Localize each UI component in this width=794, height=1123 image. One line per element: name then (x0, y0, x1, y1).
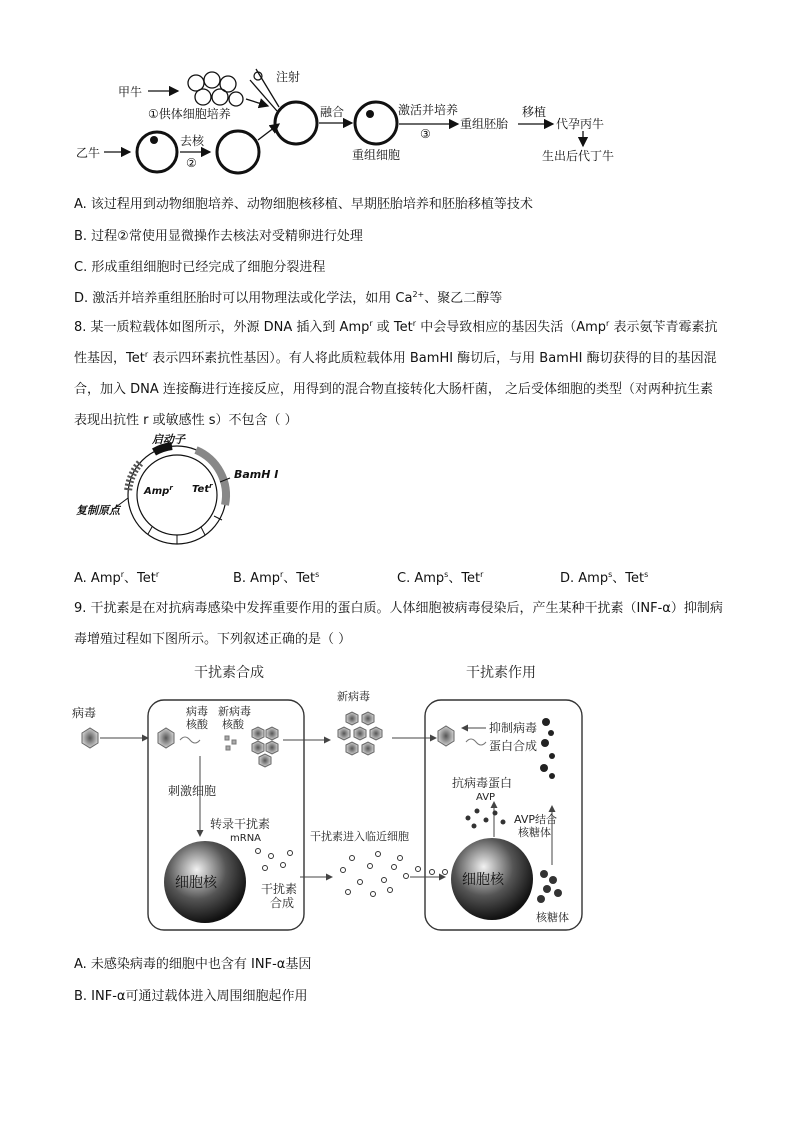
yi-zhi-label: 移植 (522, 105, 547, 119)
nucleus-right-label: 细胞核 (462, 872, 504, 888)
step1-label: ①供体细胞培养 (148, 107, 231, 121)
ori-label: 复制原点 (76, 504, 120, 517)
ifn-enter-label: 干扰素进入临近细胞 (310, 830, 409, 843)
q8-option-b: B. Amp$^r$、Tet$^s$ (233, 570, 320, 586)
ribosome-label: 核糖体 (536, 911, 569, 924)
q9-option-a: A. 未感染病毒的细胞中也含有 INF-α基因 (74, 957, 312, 972)
transcribe-label-1: 转录干扰素 (210, 817, 271, 831)
ji-huo-label: 激活并培养 (398, 103, 459, 117)
rong-he-label: 融合 (320, 105, 345, 119)
chong-zu-xi-bao-label: 重组细胞 (352, 148, 401, 162)
step2-label: ② (186, 156, 197, 170)
new-virus-na-label-1: 新病毒 (218, 705, 251, 718)
yi-niu-label: 乙牛 (76, 146, 101, 160)
ifn-synth-label-2: 合成 (270, 896, 295, 910)
bamhi-label: BamH I (234, 468, 279, 481)
hou-dai-label: 生出后代丁牛 (542, 149, 615, 163)
stimulate-label: 刺激细胞 (168, 784, 217, 798)
tet-gene-label: Tet$^r$ (192, 482, 213, 495)
q7-option-a: A. 该过程用到动物细胞培养、动物细胞核移植、早期胚胎培养和胚胎移植等技术 (74, 197, 533, 212)
q7-option-c: C. 形成重组细胞时已经完成了细胞分裂进程 (74, 260, 326, 275)
virus-na-label-2: 核酸 (186, 718, 208, 731)
qu-he-label: 去核 (180, 134, 205, 148)
title-left: 干扰素合成 (194, 665, 264, 681)
interferon-diagram (0, 660, 794, 940)
inhibit-label-2: 蛋白合成 (489, 739, 538, 753)
q8-option-d: D. Amp$^s$、Tet$^s$ (560, 570, 649, 586)
virus-label: 病毒 (72, 706, 97, 720)
cloning-flow-diagram (0, 0, 794, 190)
q8-option-a: A. Amp$^r$、Tet$^r$ (74, 570, 160, 586)
new-virus-label: 新病毒 (337, 690, 370, 703)
q8-option-c: C. Amp$^s$、Tet$^r$ (397, 570, 484, 586)
q9-option-b: B. INF-α可通过载体进入周围细胞起作用 (74, 989, 308, 1004)
q8-question: 8. 某一质粒载体如图所示，外源 DNA 插入到 Amp$^r$ 或 Tet$^r$ 中会导致相应的基因失活（Amp$^r$ 表示氨苄青霉素抗性基因，Tet$^r$ 表示四环素抗性基因）。有人将此质粒载体用 BamHI 酶切后，与用 BamHI 酶切获得的目的基因混合，加入 DNA 连接酶进行连接反应，用得到的混合物直接转化大肠杆菌， 之后受体细胞的类型（对两种抗生素表现出抗性 r 或敏感性 s）不包含（ ） (74, 319, 718, 428)
jia-niu-label: 甲牛 (118, 85, 143, 99)
nucleus-left-label: 细胞核 (175, 875, 217, 891)
antiviral-label-2: AVP (476, 792, 496, 803)
amp-gene-label: Amp$^r$ (144, 484, 173, 497)
q9-question: 9. 干扰素是在对抗病毒感染中发挥重要作用的蛋白质。人体细胞被病毒侵染后，产生某种干扰素（INF-α）抑制病毒增殖过程如下图所示。下列叙述正确的是（ ） (74, 601, 723, 647)
step3-label: ③ (420, 127, 431, 141)
antiviral-label-1: 抗病毒蛋白 (452, 776, 513, 790)
avp-bind-label-1: AVP结合 (514, 813, 557, 826)
new-virus-na-label-2: 核酸 (222, 718, 244, 731)
chong-zu-pei-tai-label: 重组胚胎 (460, 117, 509, 131)
plasmid-diagram (0, 430, 794, 560)
q7-option-d: D. 激活并培养重组胚胎时可以用物理法或化学法，如用 $Ca^{2+}$、聚乙二醇等 (74, 290, 503, 306)
title-right: 干扰素作用 (466, 665, 536, 681)
virus-na-label-1: 病毒 (186, 705, 208, 718)
transcribe-label-2: mRNA (230, 833, 262, 844)
promoter-label: 启动子 (152, 433, 185, 446)
avp-bind-label-2: 核糖体 (518, 826, 551, 839)
inhibit-label-1: 抑制病毒 (489, 721, 538, 735)
dai-yun-label: 代孕丙牛 (556, 117, 605, 131)
ifn-synth-label-1: 干扰素 (261, 882, 298, 896)
zhu-she-label: 注射 (276, 70, 301, 84)
q7-option-b: B. 过程②常使用显微操作去核法对受精卵进行处理 (74, 229, 363, 244)
